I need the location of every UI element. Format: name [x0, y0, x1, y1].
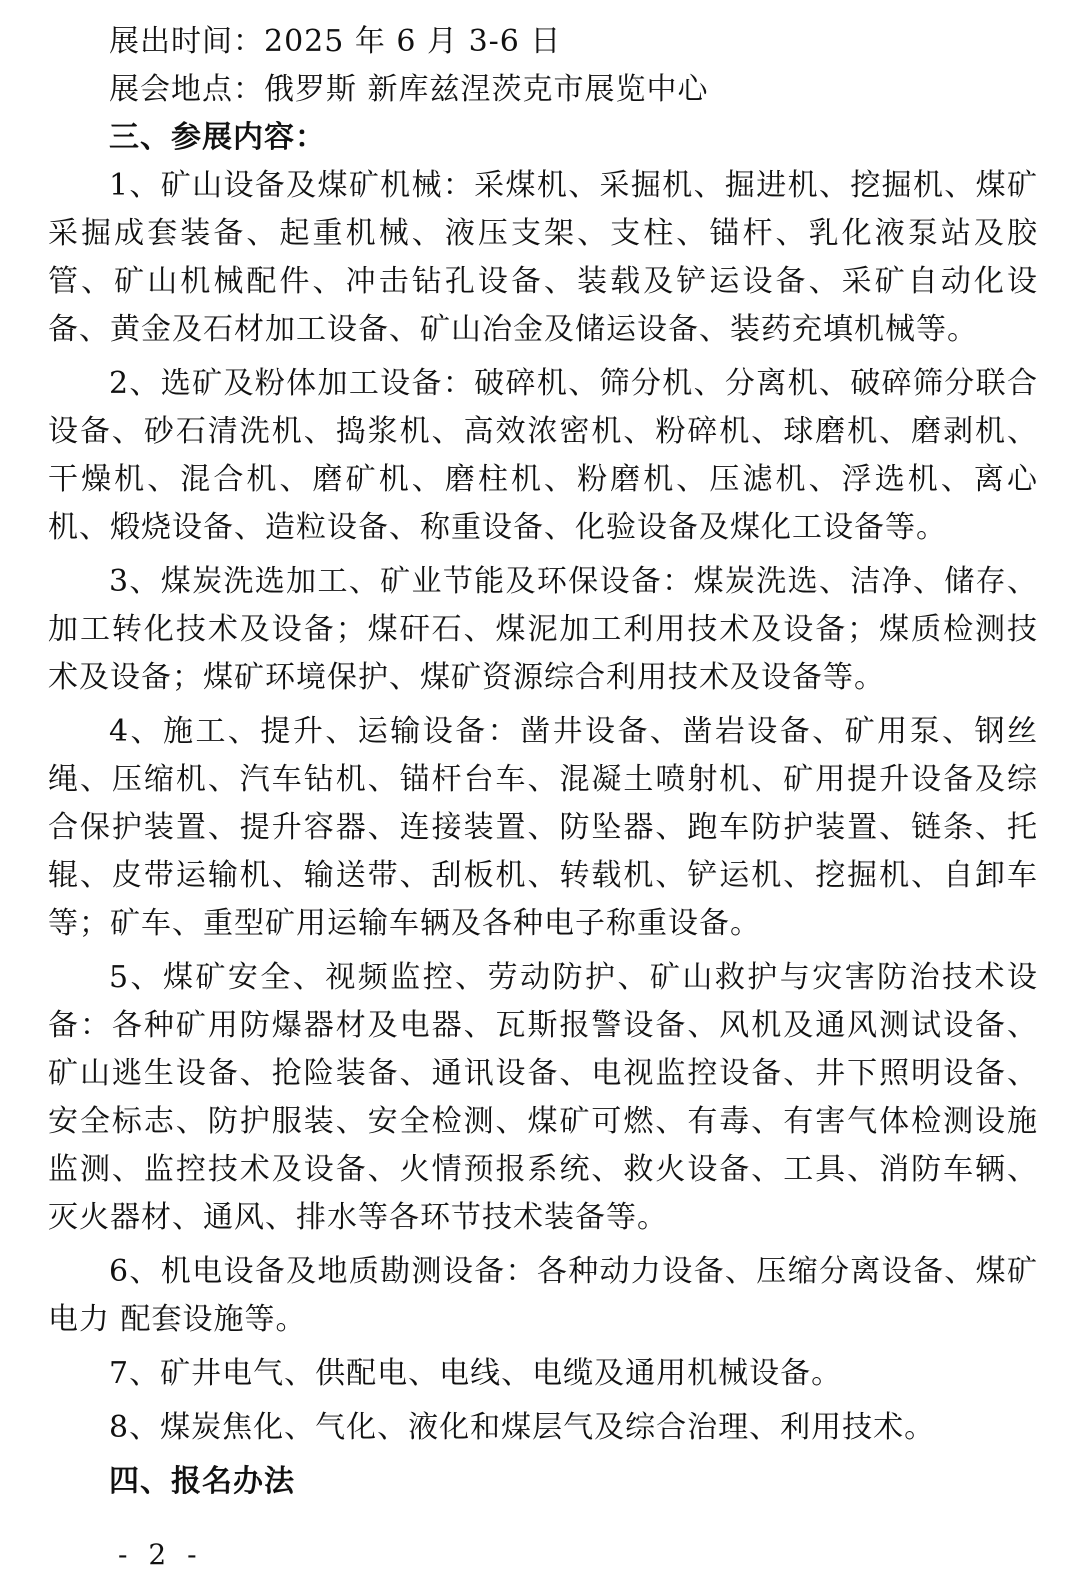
section-3-heading: 三、参展内容：: [109, 120, 326, 155]
exhibition-location: 展会地点：俄罗斯 新库兹涅茨克市展览中心: [109, 72, 709, 107]
exhibit-item-8: 8、煤炭焦化、气化、液化和煤层气及综合治理、利用技术。: [109, 1410, 936, 1445]
exhibition-time: 展出时间：2025 年 6 月 3-6 日: [109, 24, 562, 59]
exhibit-item-5: 5、煤矿安全、视频监控、劳动防护、矿山救护与灾害防治技术设备：各种矿用防爆器材及电器、瓦斯报警设备、风机及通风测试设备、矿山逃生设备、抢险装备、通讯设备、电视监控设备、井下照明设备、安全标志、防护服装、安全检测、煤矿可燃、有毒、有害气体检测设施监测、监控技术及设备、火情预报系统、救火设备、工具、消防车辆、灭火器材、通风、排水等各环节技术装备等。: [48, 960, 1038, 1235]
document-body: [48, 18, 1038, 1506]
exhibit-item-6: 6、机电设备及地质勘测设备：各种动力设备、压缩分离设备、煤矿电力 配套设施等。: [48, 1254, 1038, 1337]
exhibit-item-2: 2、选矿及粉体加工设备：破碎机、筛分机、分离机、破碎筛分联合设备、砂石清洗机、捣浆机、高效浓密机、粉碎机、球磨机、磨剥机、干燥机、混合机、磨矿机、磨柱机、粉磨机、压滤机、浮选机、离心机、煅烧设备、造粒设备、称重设备、化验设备及煤化工设备等。: [48, 366, 1038, 545]
exhibit-item-4: 4、施工、提升、运输设备：凿井设备、凿岩设备、矿用泵、钢丝绳、压缩机、汽车钻机、锚杆台车、混凝土喷射机、矿用提升设备及综合保护装置、提升容器、连接装置、防坠器、跑车防护装置、链条、托辊、皮带运输机、输送带、刮板机、转载机、铲运机、挖掘机、自卸车等；矿车、重型矿用运输车辆及各种电子称重设备。: [48, 714, 1038, 941]
exhibit-item-3: 3、煤炭洗选加工、矿业节能及环保设备：煤炭洗选、洁净、储存、加工转化技术及设备；煤矸石、煤泥加工利用技术及设备；煤质检测技术及设备；煤矿环境保护、煤矿资源综合利用技术及设备等。: [48, 564, 1038, 695]
exhibit-item-7: 7、矿井电气、供配电、电线、电缆及通用机械设备。: [109, 1356, 843, 1391]
section-4-heading: 四、报名办法: [109, 1464, 295, 1499]
exhibit-item-1: 1、矿山设备及煤矿机械：采煤机、采掘机、掘进机、挖掘机、煤矿采掘成套装备、起重机械、液压支架、支柱、锚杆、乳化液泵站及胶管、矿山机械配件、冲击钻孔设备、装载及铲运设备、采矿自动化设备、黄金及石材加工设备、矿山冶金及储运设备、装药充填机械等。: [48, 168, 1038, 347]
page-number: - 2 -: [118, 1538, 203, 1571]
